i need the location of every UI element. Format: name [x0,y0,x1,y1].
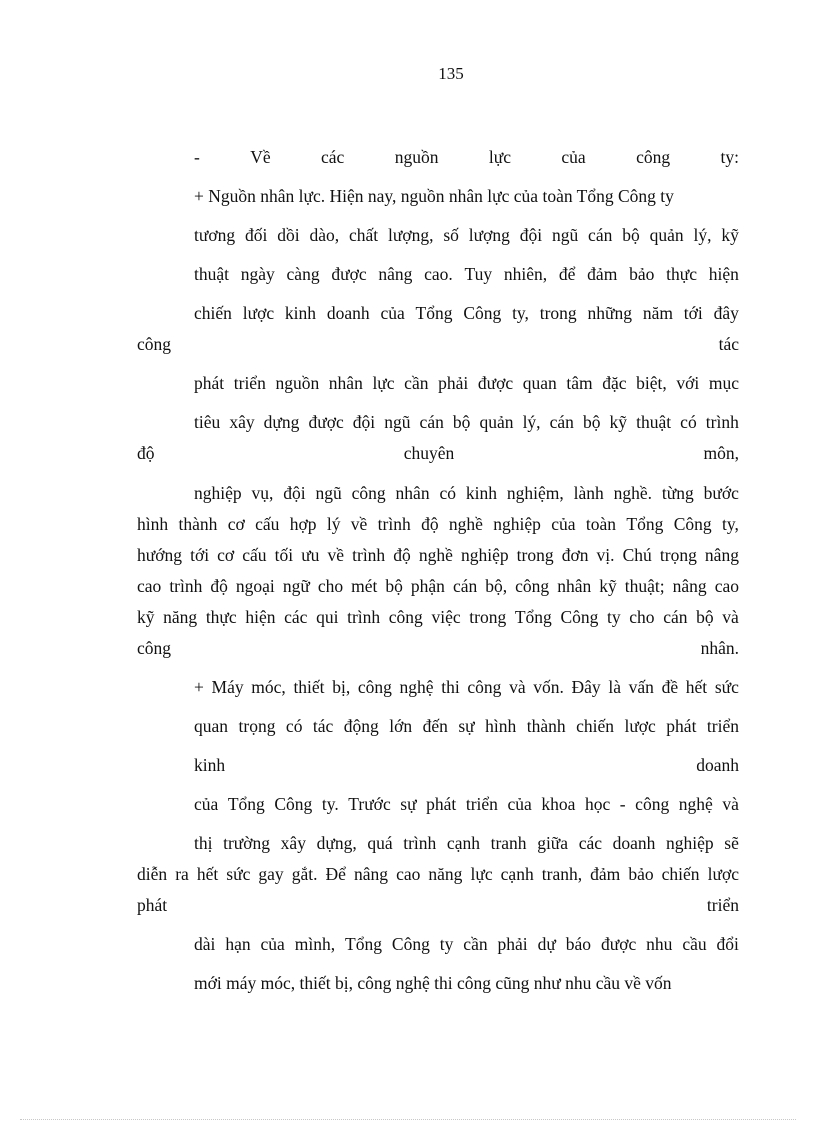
text-line: + Nguồn nhân lực. Hiện nay, nguồn nhân lực của toàn Tổng Công ty [194,186,674,206]
text-line: kỹ năng thực hiện các qui trình công việc trong Tổng Công ty cho cán bộ và [137,607,739,627]
text-line: hình thành cơ cấu hợp lý về trình độ nghề nghiệp của toàn Tổng Công ty, [137,514,739,534]
text-line: cao trình độ ngoại ngữ cho mét bộ phận cán bộ, công nhân kỹ thuật; nâng cao [137,576,739,596]
text-line: của Tổng Công ty. Trước sự phát triển của khoa học - công nghệ và [194,794,739,814]
text-line: tiêu xây dựng được đội ngũ cán bộ quản lý, cán bộ kỹ thuật có trình [194,412,739,432]
text-line: kinh doanh [194,755,739,775]
text-line: thuật ngày càng được nâng cao. Tuy nhiên, để đảm bảo thực hiện [194,264,739,284]
text-line: phát triển [137,895,739,915]
text-line: phát triển nguồn nhân lực cần phải được quan tâm đặc biệt, với mục [194,373,739,393]
text-line: diễn ra hết sức gay gắt. Để nâng cao năng lực cạnh tranh, đảm bảo chiến lược [137,864,739,884]
text-line: dài hạn của mình, Tổng Công ty cần phải dự báo được nhu cầu đổi [194,934,739,954]
text-line: công tác [137,334,739,354]
text-line: công nhân. [137,638,739,658]
text-line: độ chuyên môn, [137,443,739,463]
text-line: hướng tới cơ cấu tối ưu về trình độ nghề nghiệp trong đơn vị. Chú trọng nâng [137,545,739,565]
text-line: + Máy móc, thiết bị, công nghệ thi công và vốn. Đây là vấn đề hết sức [194,677,739,697]
page-bottom-rule [20,1119,796,1120]
page-number: 135 [438,64,464,83]
text-line: - Về các nguồn lực của công ty: [194,147,739,167]
text-line: nghiệp vụ, đội ngũ công nhân có kinh nghiệm, lành nghề. từng bước [194,483,739,503]
text-line: tương đối dồi dào, chất lượng, số lượng đội ngũ cán bộ quản lý, kỹ [194,225,739,245]
text-line: chiến lược kinh doanh của Tổng Công ty, trong những năm tới đây [194,303,739,323]
text-line: mới máy móc, thiết bị, công nghệ thi công cũng như nhu cầu về vốn [194,973,672,993]
text-line: quan trọng có tác động lớn đến sự hình thành chiến lược phát triển [194,716,739,736]
text-line: thị trường xây dựng, quá trình cạnh tranh giữa các doanh nghiệp sẽ [194,833,739,853]
